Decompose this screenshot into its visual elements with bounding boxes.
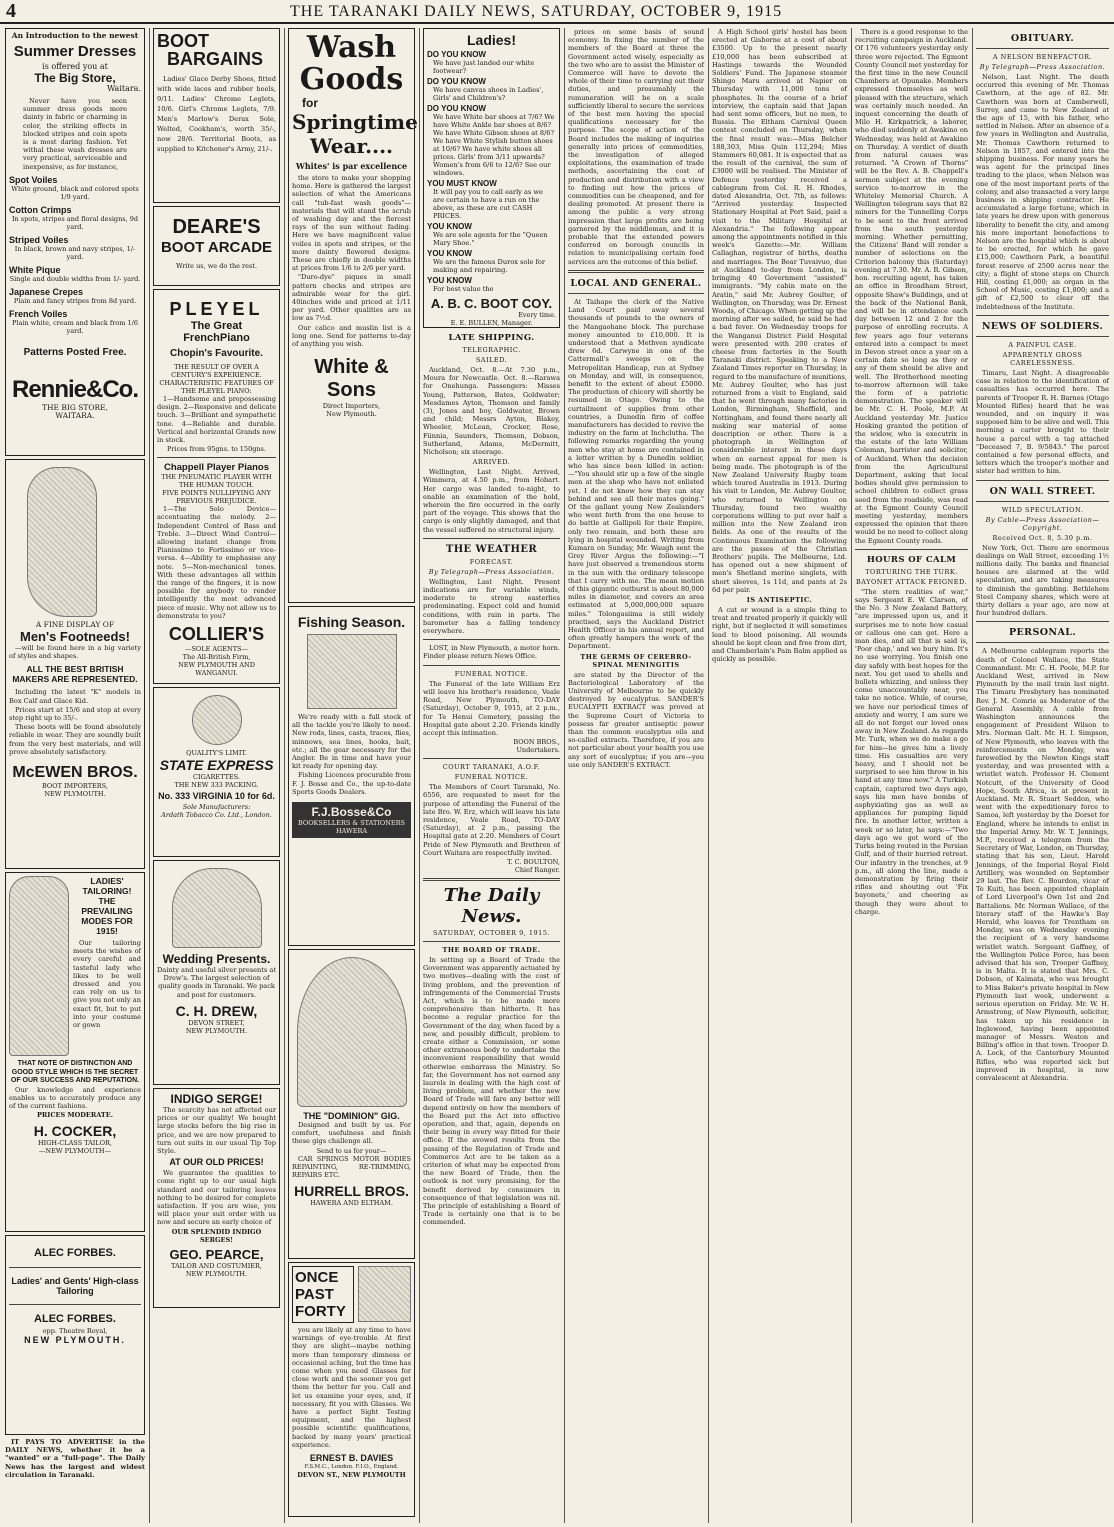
do-you-know-answer: We have just landed our white footwear?	[433, 59, 535, 75]
hurrell-sub: HAWERA AND ELTHAM.	[310, 1199, 393, 1208]
cocker-ad	[5, 872, 145, 1232]
undertaker-name: BOON BROS.,	[513, 738, 560, 747]
funeral-heading: FUNERAL NOTICE.	[454, 669, 529, 678]
footneeds-title: Men's Footneeds!	[20, 629, 130, 644]
received-sub: Received Oct. 8, 5.30 p.m.	[992, 533, 1093, 542]
deare-name: DEARE'S	[172, 216, 261, 238]
editorial-continued: prices on some basis of sound economy. In fixing the number of the members of the Board at three the Government acted wisely, especially as the two who are to assist the Minister of Commerce will have to devote the whole of their time to carrying out their duties, and presumably the remuneration will be on a scale sufficiently liberal to secure the services of the best men having the special qualifications necessary for the purpose. The scope of action of the Board includes the making of inquiries generally into prices of commodities, the investigation of alleged exploitations, the examination of trade methods, ascertaining the cost of production and distribution with a view to finding out how the prices of commodities can be cheapened, and for dealing promoted. At present there is among the public a very strong impression that large profits are being garnered by the middleman, and it is probable that the extended powers conferred on borough councils in relation to municipalising certain food services are the outcome of this belief.	[568, 28, 704, 266]
footneeds-guarantee: These boots will be found absolutely reliable in wear. They are soundly built from the very best materials, and will prove absolutely satisfactory.	[9, 723, 141, 756]
pearce-ad	[153, 1088, 280, 1308]
hurrell-name: HURRELL BROS.	[294, 1183, 409, 1200]
board-heading: THE BOARD OF TRADE.	[442, 945, 541, 954]
painful-sub: A PAINFUL CASE.	[1008, 340, 1077, 349]
chappell-five: FIVE POINTS NULLIFYING ANY PREVIOUS PREJUDICE.	[162, 489, 271, 506]
drew-street: DEVON STREET,	[188, 1018, 245, 1027]
dominion-gig: THE "DOMINION" GIG.	[303, 1111, 400, 1121]
do-you-know-answer: We are the famous Durox sole for making and repairing.	[433, 258, 546, 274]
fishing-licences: Fishing Licences procurable from F. J. Bosse and Co., the up-to-date Sports Goods Dealers.	[292, 771, 411, 796]
drew-ad	[153, 860, 280, 1085]
do-you-know-answer: We have White bar shoes at 7/6? We have White Ankle bar shoes at 8/6? We have White Gibson shoes at 8/6? We have White Stylish button shoes at 10/6? We have white shoes all prices. Girls' from 3/11 upwards? Women's from 6/6 to 12/6? See our windows.	[433, 113, 555, 177]
boulton-name: T. C. BOULTON,	[507, 857, 560, 866]
local-news-body-2: There is a good response to the recruiting campaign in Auckland. Of 176 volunteers yesterday only three were rejected. The Egmont County Council met yesterday for the first time in the new Council Chambers at Opunake. Members expressed themselves as well pleased with the structure, which was certainly much needed. An inquest concerning the death of Milo H. Kirkpatrick, a laborer, who died suddenly at Awakino on Wednesday, was held at Awakino on Thursday. A verdict of death from natural causes was returned. "A Crown of Thorns" will be the Rev. A. B. Chappell's sermon subject at the evening service to-morrow in the Whiteley Memorial Church. A Wellington telegram says that 82 miners for the Tunnelling Corps to be sent to the front arrived from the south yesterday morning. Whether permitting, the Citizens' Band will render a number of selections on the Criterion balcony this (Saturday) evening at 7.30. Mr. A. R. Gibson, hon. recruiting agent, has taken an office in Broadham Street, opposite Shaw's Buildings, and at the back of the National Bank, and will be in attendance each day between 12 and 2 for the purpose of enrolling recruits. A few years ago four veterans entered into a compact to meet in Devon street once a year on a certain date so long as they or any of them should be alive and well. The Brotherhood meeting to-morrow afternoon will take the form of a patriotic demonstration. The speaker will be Mr. C. H. Poole, M.P. At Auckland yesterday Mr. Justice Hosking granted the petition of the widow, who is executrix in the estate of the late William Coleman, barrister and solicitor, of Auckland. When the decision from the Agricultural Department, asking that local bodies should give permission to school children to collect grass seed from the roadside, was read at the Egmont County Council meeting yesterday, members expressed the opinion that there would be no need to collect along the Egmont County roads.	[855, 28, 968, 545]
state-express-ad	[153, 687, 280, 857]
column-2	[150, 28, 283, 1523]
column-8	[973, 28, 1112, 1523]
dress-item-desc: In spots, stripes and floral designs, 9d yard.	[11, 214, 139, 231]
calico-text: Our calico and muslin list is a long one. Send for patterns to-day of anything you wish.	[292, 323, 411, 349]
gig-send: Send to us for your—	[316, 1146, 387, 1155]
column-4	[420, 28, 563, 1523]
pearce-town: NEW PLYMOUTH.	[185, 1269, 248, 1278]
drew-name: C. H. DREW,	[175, 1002, 258, 1019]
alec-forbes-ad	[5, 1235, 145, 1435]
weather-heading: THE WEATHER	[445, 543, 538, 555]
forecast-sub: FORECAST.	[469, 557, 514, 566]
daily-news-title: The Daily News.	[443, 884, 540, 927]
dress-item-desc: In black, brown and navy stripes, 1/- yard.	[14, 244, 136, 261]
arrived-body: Wellington, Last Night. Arrived, Wimmera, at 4.50 p.m., from Hobart. Her cargo was landed to-night, to enable an examination of the hold, wherein the fire occurred in the early part of the voyage. This shows that the cargo is only slightly damaged, and that the vessel suffered no structural injury.	[423, 468, 560, 534]
alec-name: ALEC FORBES.	[34, 1247, 116, 1259]
white-sons-logo: White & Sons	[314, 356, 389, 402]
knowledge-text: Our knowledge and experience enables us to accurately produce any of the current fashions.	[9, 1085, 141, 1110]
dress-items	[9, 175, 141, 335]
silverware-illustration	[172, 868, 262, 948]
fishing-body: We're ready with a full stock of all the tackle you're likely to need. New rods, lines, casts, traces, flies, minnows, sea lines, hooks, bait, etc.; all the gear necessary for the Angler. Be in time and have your kit ready for opening day.	[292, 713, 411, 771]
obituary-body: Nelson, Last Night. The death occurred this evening of Mr. Thomas Cawthorn, at the age of 82. Mr. Cawthorn was born at Camberwell, Surrey, and came to New Zealand at the age of 15, with his father, who settled in Nelson. After an absence of a few years in Wellington and Australia, Mr. Thomas Cawthorn returned to Nelson in 1857, and entered into the shipping business. For many years he was agent for the principal lines trading to the place, when Nelson was one of the most important ports of the colony, and also transacted a very large business in shipping contractor. He accumulated a large fortune, which in late years he drew upon with generous liberality to benefit the city, and among his more important benefactions to Nelson are the hospital which is about to be erected, for which he gave £15,000; Cawthorn Park, a beautiful forest reserve of 2500 acres near the city; a flight of stone steps on Church Hill, costing £1,000; an organ in the School of Music, costing £1,800; and a gift of £2,500 to clear off the indebtedness of the Institute.	[976, 73, 1109, 311]
antiseptic-heading: IS ANTISEPTIC.	[746, 596, 813, 605]
advertise-notice: IT PAYS TO ADVERTISE in the DAILY NEWS, whether it be a "wanted" or a "full-page". The Daily News has the largest and widest circulation in Taranaki.	[5, 1438, 145, 1479]
wedding-body: Dainty and useful silver presents at Drew's. The largest selection of quality goods in Taranaki. We pack and post for customers.	[157, 966, 276, 999]
gig-illustration	[297, 957, 407, 1107]
germs-heading: THE GERMS OF CEREBRO-SPINAL MENINGITIS	[580, 652, 692, 669]
do-you-know-question: YOU MUST KNOW	[427, 179, 497, 188]
pearce-sub: TAILOR AND COSTUMIER,	[170, 1261, 262, 1270]
drew-town: NEW PLYMOUTH.	[185, 1026, 248, 1035]
mcewen-town: NEW PLYMOUTH.	[44, 790, 106, 799]
do-you-know-answer: For best value the	[433, 285, 494, 293]
ad-town: Waitara.	[107, 84, 141, 93]
do-you-know-answer: We have canvas shoes in Ladies', Girls' and Children's?	[433, 86, 544, 102]
dress-item-name: Japanese Crepes	[9, 286, 84, 297]
cocker-town: —NEW PLYMOUTH—	[38, 1147, 112, 1156]
careless-sub: APPARENTLY GROSS CARELESSNESS.	[1002, 350, 1083, 367]
bosse-sub: BOOKSELLERS & STATIONERS	[297, 819, 406, 828]
all-best-label: ALL THE BEST BRITISH MAKERS ARE REPRESENTED.	[12, 664, 138, 685]
late-shipping-heading: LATE SHIPPING.	[448, 333, 535, 343]
do-you-know-question: DO YOU KNOW	[427, 104, 486, 113]
chopin-favourite: Chopin's Favourite.	[170, 348, 263, 359]
prices-moderate: PRICES MODERATE.	[36, 1111, 113, 1120]
distinction-text: THAT NOTE OF DISTINCTION AND GOOD STYLE WHICH IS THE SECRET OF OUR SUCCESS AND REPUTATION.	[10, 1060, 140, 1084]
wall-street-heading: ON WALL STREET.	[989, 485, 1096, 497]
fishing-title: Fishing Season.	[297, 614, 406, 630]
abc-boot-name: A. B. C. BOOT COY.	[430, 296, 553, 311]
local-news-body: A High School girls' hostel has been erected at Gisborne at a cost of about £3500. Up to the present nearly £10,000 has been subscribed at Hastings towards the Wounded Soldiers' Fund. The Japanese steamer Shingo Maru arrived at Napier on Thursday with 11,000 tons of phosphates. In the course of a brief interview, the captain said that Japan had sent some officers, but no men, to Russia. The Eltham Carnival Queen contest concluded on Thursday, when the final result was:—Miss Belcher 188,303, Miss Quin 112,294; Miss Stammers 60,081. It is expected that as the result of the carnival, the sum of £3000 will be realised. The Minister of Defence yesterday received a cablegram from Col. R. H. Rhodes, dated Alexandria, Oct. 7th, as follows: "Arrived yesterday. Inspected Stationary Hospital at Port Said, paid a visit to the Military Hospital at Alexandria." The following appear among the appointments notified in this week's Gazette:—Mr. William Callaghan, registrar of births, deaths and marriages. The Bear Tuvaivuo, due at Auckland to-day from London, is bringing 40 Government "assisted" immigrants. "My cabin mate on the Aratin," said Mr. Aubrey Goulter, of Wellington, on Thursday, was Dr. Ernest Woods, of Chicago. When getting up the morning after we sailed, he said he had a bad fever. On Wednesday troops for the Wanganui District Field Hospital were presented with 200 crates of cheese from factories in the South Taranaki district. Speaking to a New Zealand Times reporter on Thursday, in regard to the manufacture of munitions, Mr. Aubrey Goulter, who has just returned from a visit to England, said that he went through many factories in London, Birmingham, Sheffield, and Nottingham, and found there nearly all making war material of some description or other. There is a photograph in Wellington of considerable interest in these days when an earnest appeal for men is being made. The photograph is of the New Zealand University Rugby team which toured Australia in 1913. During his visit to London, Mr. Aubrey Goulter, who returned to Wellington on Thursday, found two wealthy corporations willing to put over half a million into the New Zealand iron fields. As one of the results of the Continuous Examination the following are the passes of the Christian Brothers' pupils. The Melbourne, Ltd. has opened out a new shipment of men's Shetland merino singlets, with short sleeves, 1s 11d, and pants at 2s 6d per pair.	[712, 28, 847, 594]
boot-bargain-items: Ladies' Glace Derby Shoes, fitted with wide laces and rubber heels, 9/11. Ladies' Chrome Leglets, 10/6. Girl's Chrome Leglets, 7/9. Men's Marlow's Derax Sole, Welted, Cookham's, worth 35/-, now 28/6. Territorial Boots, as supplied to Kitchener's Army, 21/-.	[157, 75, 276, 153]
bosse-name: F.J.Bosse&Co	[311, 805, 392, 820]
indigo-title: INDIGO SERGE!	[170, 1092, 263, 1106]
eye-illustration	[358, 1266, 411, 1322]
chappell-sub: THE PNEUMATIC PLAYER WITH THE HUMAN TOUCH.	[161, 473, 272, 490]
lost-notice: LOST, in New Plymouth, a motor horn. Finder please return News Office.	[423, 644, 560, 661]
dress-item-desc: White ground, black and colored spots 1/9 yard.	[11, 184, 139, 201]
obit-press: By Telegraph—Press Association.	[979, 63, 1106, 71]
bosse-banner	[292, 802, 411, 838]
weather-body: Wellington, Last Night. Present indications are for variable winds, moderate to strong easterlies predominating. Expect cold and humid conditions, with rain in parts. The barometer has a falling tendency everywhere.	[423, 577, 560, 636]
deare-ad	[153, 206, 280, 286]
deare-tagline: Write us, we do the rest.	[175, 262, 258, 270]
column-3	[285, 28, 418, 1523]
court-body: The Members of Court Taranaki, No. 6556, are requested to meet for the purpose of attending the Funeral of the late Bro. W. Erz, which will leave his late residence, Veale Road, TO-DAY (Saturday), at 2 p.m., passing the Hospital gate at 2.20. Members of Court Pride of New Plymouth and Brethren of Court Waitara are respectfully invited.	[423, 783, 560, 857]
abc-boot-ad	[423, 28, 560, 328]
cocker-name: H. COCKER,	[33, 1123, 117, 1140]
davies-street: DEVON ST., NEW PLYMOUTH	[297, 1471, 406, 1480]
whites-excellence: Whites' is par excellence	[295, 161, 408, 171]
do-you-know-question: YOU KNOW	[427, 276, 472, 285]
cocker-sub: HIGH-CLASS TAILOR,	[38, 1139, 112, 1148]
wedding-title: Wedding Presents.	[162, 952, 271, 966]
newspaper-title: THE TARANAKI DAILY NEWS, SATURDAY, OCTOBER 9, 1915	[290, 3, 783, 20]
chappell-title: Chappell Player Pianos	[163, 462, 270, 474]
sailed-body: Auckland, Oct. 8.—At 7.30 p.m., Moura for Newcastle. Oct. 8.—Rarawa for Onehunga. Passengers: Misses Young, Patterson, Bates, Goldwater; Mesdames Ayton, Thomson and family (3), Jones and boy, Goldwater, Brown and child; Messrs Ayton, Blakey, Wheeler, McLean, Crocker, Rose, Fiinnia, Saunders, Thomson, Dobson, Sutherland, Adams, McDermitt, Nicholson; six steerage.	[423, 366, 560, 457]
press-association: By Telegraph—Press Association.	[428, 567, 555, 576]
cigarettes-label: CIGARETTES.	[193, 773, 240, 781]
angler-illustration	[307, 634, 397, 709]
do-you-know-answer: It will pay you to call early as we are certain to have a run on the above, as these are cut CASH PRICES.	[433, 188, 543, 220]
torturing-sub: TORTURING THE TURK.	[865, 567, 958, 576]
do-you-know-question: DO YOU KNOW	[427, 50, 486, 59]
alec-town: NEW PLYMOUTH.	[24, 1335, 126, 1345]
ad-headline: Summer Dresses	[13, 43, 137, 60]
hours-calm-body: "The stern realities of war," says Sergeant E. W. Clarson, of the No. 3 New Zealand Battery, "are impressed upon us, and it surprises me to note how casual or callous one can get. Here a man dies, and all that is said is, 'Poor chap,' and we bury him. It's no use worrying. You finish one day safely with best hopes for the next. You get used to shells and bullets whizzing, and unless they come unaccountably near, you take no notice. While, of course, we have our periodical times of anxiety and worry, I am sure we all do not forget our loved ones away in New Zealand. As regards Mr. Turk, when we do make a go for him—he gives him a lively time. His casualties are very heavy, and I should not be surprised to see him throw in his hand at any time now." A Turkish captain, captured two days ago, says his men have bombs of asphyxiating gas as well as appliances for pumping liquid fire. In another letter, written a week or so later, he says:—"Two days ago we got word of the Turks being routed in the Persian Gulf, and of their hurried retreat. Our infantry in the trenches, at 9 p.m., all along the line, made a demonstration by firing their rifles and shouting out 'Fix bayonets,' and cheering as though they were about to charge.	[855, 587, 968, 916]
funeral-body: The Funeral of the late William Erz will leave his brother's residence, Veale Road, New Plymouth, TO-DAY (Saturday), October 9, 1915, at 2 p.m., for Te Henui Cemetery, passing the Hospital gate about 2.20. Friends kindly accept this intimation.	[423, 679, 560, 737]
bosse-ad	[288, 606, 415, 946]
pleyel-prices: Prices from 95gns. to 150gns.	[167, 445, 266, 454]
colliers-sub: —SOLE AGENTS—	[184, 645, 249, 654]
do-you-know-answer: We are sole agents for the "Queen Mary Shoe."	[433, 231, 548, 247]
for-word: for	[302, 96, 318, 110]
bosse-town: HAWERA	[335, 827, 368, 836]
dress-item-name: Striped Voiles	[9, 234, 69, 245]
davies-sub: F.S.M.C., London. F.I.O., England.	[304, 1464, 399, 1471]
nelson-sub: A NELSON BENEFACTOR.	[992, 53, 1093, 61]
local-general-heading: LOCAL AND GENERAL.	[570, 277, 702, 289]
hours-calm-heading: HOURS OF CALM	[866, 554, 957, 565]
chief-ranger: Chief Ranger.	[514, 865, 560, 874]
board-body: In setting up a Board of Trade the Government was apparently actuated by two motives—dealing with the cost of living problem, and the prevention of infringements of the Commercial Trusts Act, which is to be made more comprehensive than hitherto. It has become a regular practice for the Government of the day, when faced by a new, and possibly difficult, problem to create either a Commission, or some other extraneous body to undertake the inconvenient responsibility that would otherwise embarrass the Ministry. So far, the Government has not earned any laurels in dealing with the high cost of living problem, and whether the new Board of Trade will fare any better will depend entirely on how the members of the Board put the Act into effective operation, and that, again, depends on their being in every way fitted for their office. If the avowed results from the passing of the Regulation of Trade and Commerce Act are to be taken as a criterion of what may be expected from the new Board of Trade, then the outlook is not very promising, for the benefit derived by consumers in consequence of that legislation was nil. The principle of establishing a Board of Trade is certainly one that is to be commended.	[423, 955, 560, 1227]
pleyel-name: PLEYEL	[169, 299, 264, 319]
ad-store: The Big Store,	[34, 71, 116, 85]
sailed-sub: SAILED.	[475, 356, 508, 364]
pearce-name: GEO. PEARCE,	[169, 1246, 264, 1262]
colliers-name: COLLIER'S	[168, 624, 265, 645]
mcewen-sub: BOOT IMPORTERS,	[42, 782, 108, 791]
column-1	[2, 28, 148, 1523]
personal-heading: PERSONAL.	[1008, 627, 1077, 639]
antiseptic-body: A cut or wound is a simple thing to treat and treated properly it quickly will right, but if neglected it will sometimes lead to blood poisoning. All wounds should be kept clean and free from dirt, and Chamberlain's Pain Balm applied as quickly as possible.	[712, 606, 847, 664]
white-sons-ad	[288, 28, 418, 603]
masthead	[0, 0, 1114, 24]
footneeds-price: Prices start at 15/6 and stop at every step right up to 35/-.	[9, 705, 141, 723]
do-you-know-question: YOU KNOW	[427, 222, 472, 231]
state-express-name: STATE EXPRESS	[159, 757, 274, 773]
dress-item-desc: Single and double widths from 1/- yard.	[9, 274, 141, 283]
wash-goods-title: Wash Goods	[299, 30, 404, 97]
court-heading: COURT TARANAKI, A.O.F.	[442, 763, 541, 772]
indigo-body: The scarcity has not affected our prices or our quality! We bought large stocks before the big rise in price, and we are now prepared to turn out suits in our usual Tip Top Style.	[157, 1106, 276, 1156]
ad-offer: is offered you at	[42, 62, 108, 71]
pleyel-result: THE RESULT OF OVER A CENTURY'S EXPERIENCE. CHARACTERISTIC FEATURES OF THE PLEYEL PIANO:	[159, 363, 274, 395]
pleyel-ad	[153, 289, 280, 684]
abc-manager: E. E. BULLEN, Manager.	[450, 319, 533, 327]
dress-item-name: White Pique	[9, 264, 61, 275]
ad-intro: An Introduction to the newest	[11, 31, 139, 40]
mcewen-ad	[5, 459, 145, 869]
obituary-heading: OBITUARY.	[1010, 33, 1075, 44]
whites-body: the store to make your shopping home. Here is gathered the largest selection of what the Americans call "tub-fast wash goods"—materials that will stand the scrub of washing day and the fiercest rays of the sun without fading. Here we have magnificent value voiles in spots and stripes, or the more dainty flowered designs. These are chiefly in double widths at prices from 1/6 to 2/6 per yard.	[292, 174, 411, 273]
ardath-name: Ardath Tobacco Co. Ltd., London.	[161, 811, 272, 819]
footneeds-body: —will be found here in a big variety of styles and shapes.	[9, 644, 141, 661]
makers-label: Sole Manufacturers:	[182, 803, 251, 811]
davies-ad	[288, 1262, 415, 1517]
alec-name-2: ALEC FORBES.	[34, 1313, 116, 1325]
dress-item-name: Spot Voiles	[9, 174, 58, 185]
big-store-ad	[5, 28, 145, 456]
hurrell-ad	[288, 949, 415, 1259]
arrived-sub: ARRIVED.	[472, 458, 511, 467]
ladies-body: Our tailoring meets the wishes of every careful and tasteful lady who likes to be well dressed and you can rely on us to give you not only an exact fit, but to put into your costume or gown	[73, 939, 141, 1030]
new-packing: THE NEW 333 PACKING.	[174, 781, 259, 789]
mcewen-name: McEWEN BROS.	[12, 764, 138, 782]
dress-item-name: Cotton Crimps	[9, 204, 72, 215]
forty-body: you are likely at any time to have warnings of eye-trouble. At first they are slight—maybe nothing more than temporary dimness or occasional aching, but the time has come when you need Glasses for close work and the sooner you get them the better for you. Call and let us examine your eyes, and, if necessary, fit you with Glasses. We have a perfect Sight Testing equipment, and the highest possible scientific qualifications, backed by many years' practical experience.	[292, 1326, 411, 1449]
chappell-body: 1—The Solo Device—accentuating the melody. 2—Independent Control of Bass and Treble. 3—Direct Wind Control—allowing instant change from Pianissimo to Fortissimo or vice-versa. 4—Ability to emphasise any note. 5—Non-mechanical tones. With these advantages all within the range of the fingers, it is now possible for anybody to render intelligently the most advanced piece of music. Why not allow us to demonstrate to you?	[157, 505, 276, 620]
white-town: New Plymouth.	[326, 410, 377, 419]
editorial-date: SATURDAY, OCTOBER 9, 1915.	[432, 928, 551, 937]
boot-bargains-ad	[153, 28, 280, 203]
lady-illustration	[9, 876, 69, 1056]
pleyel-features: 1—Handsome and prepossessing design. 2—Responsive and delicate touch. 3—Brilliant and sympathetic tone. 4—Reliable and durable. Vertical and horizontal Grands now in stock.	[157, 395, 276, 445]
rennie-sub: THE BIG STORE,	[41, 402, 109, 412]
davies-name: ERNEST B. DAVIES	[309, 1453, 394, 1464]
white-sub: Direct Importers,	[322, 402, 381, 411]
springtime-title: Springtime Wear....	[292, 110, 418, 158]
quality-limit: QUALITY'S LIMIT.	[186, 749, 247, 757]
no333-price: No. 333 VIRGINIA 10 for 6d.	[158, 791, 275, 801]
colliers-town: NEW PLYMOUTH AND WANGANUI.	[178, 661, 255, 678]
wall-street-body: New York, Oct. There are enormous dealings on Wall Street, exceeding 1½ millions daily. The banks and financial houses are alarmed at the wild speculation, and are taking measures to diminish the gambling. Bethlehem Steel Company shares, which were at thirty dollars a year ago, are now at four hundred dollars.	[976, 543, 1109, 618]
cable-sub: By Cable—Press Association—Copyright.	[985, 515, 1100, 532]
alec-tailoring: Ladies' and Gents' High-class Tailoring	[11, 1276, 139, 1296]
soldiers-body: Timaru, Last Night. A disagreeable case in relation to the identification of casualties has occurred here. The parents of Trooper R. H. Barnes (Otago Mounted Rifles) heard that he was wounded, and on inquiry it was supposed him to be alive and well. This morning a carter brought to their house a parcel with a tag attached "Deceased 7, B. 9/5843." The parcel contained a few personal effects, and letters which the trooper's mother and sister had written to him.	[976, 368, 1109, 476]
alec-address: opp. Theatre Royal,	[42, 1327, 108, 1335]
gig-body: Designed and built by us. For comfort, usefulness and finish these gigs challenge all.	[292, 1121, 411, 1146]
dress-item-desc: Plain and fancy stripes from 8d yard.	[13, 296, 137, 305]
wild-sub: WILD SPECULATION.	[1001, 505, 1084, 514]
soldiers-heading: NEWS OF SOLDIERS.	[981, 320, 1104, 332]
telegraphic-sub: TELEGRAPHIC.	[462, 346, 521, 354]
bargains-word: BARGAINS	[167, 49, 264, 69]
undertakers-label: Undertakers.	[516, 746, 560, 755]
duro-dye: "Duro-dye" piques in small pattern checks and stripes are admirable wear for the girl. 40inches wide and priced at 1/11 per yard. Other qualities are as low as 7½d.	[292, 273, 411, 323]
abc-every: Every time.	[518, 311, 556, 319]
dress-item-name: French Voiles	[9, 308, 68, 319]
column-7	[852, 28, 971, 1523]
splendid-serges: OUR SPLENDID INDIGO SERGES!	[171, 1227, 262, 1244]
deare-arcade: BOOT ARCADE	[160, 239, 273, 256]
display-label: A FINE DISPLAY OF	[35, 620, 115, 629]
bayonet-sub: BAYONET ATTACK FEIGNED.	[855, 577, 968, 586]
germs-body: are stated by the Director of the Bacteriological Laboratory of the University of Melbourne to be quickly destroyed by eucalyptus. SANDER'S EUCALYPTI EXTRACT was proved at the Supreme Court of Victoria to possess far greater antiseptic power than the common eucalyptus oils and so-called extracts. Therefore, if you are not particular about your health you use any sort of eucalyptus; if you are—you use only SANDER'S EXTRACT.	[568, 670, 704, 769]
old-body: We guarantee the qualities to come right up to our usual high standard and our tailoring leaves nothing to be desired for complete satisfaction. If you are wise, you will place your suit order with us now and secure an early choice of	[157, 1169, 276, 1227]
once-past-forty: ONCE PAST FORTY	[292, 1266, 354, 1323]
pleyel-subtitle: The Great FrenchPiano	[183, 320, 250, 344]
colliers-firm: The All-British Firm,	[182, 653, 251, 662]
page-number: 4	[6, 0, 16, 22]
rennie-town: WAITARA.	[55, 410, 95, 420]
boot-word: BOOT	[157, 31, 209, 51]
footneeds-incl: Including the latest "K" models in Box Calf and Glace Kid.	[9, 688, 141, 705]
state-express-seal	[192, 695, 242, 745]
gig-list: CAR SPRINGS MOTOR BODIES REPAINTING, RE-TRIMMING, REPAIRS ETC.	[292, 1154, 411, 1180]
dress-item-desc: Plain white, cream and black from 1/6 yard.	[12, 318, 138, 335]
do-you-know-question: DO YOU KNOW	[427, 77, 486, 86]
funeral-heading-2: FUNERAL NOTICE.	[454, 773, 529, 782]
column-6	[709, 28, 850, 1523]
ladies-tailoring-title: LADIES' TAILORING! THE PREVAILING MODES FOR 1915!	[81, 876, 133, 936]
ad-body: Never have you seen summer dress goods more dainty in fabric or charming in color, the striking effects in blocked stripes and coin spots is a most daring fashion. Yet withal these wash dresses are very practical, serviceable and inexpensive, as for instance,	[23, 97, 127, 171]
do-you-know-list	[427, 50, 556, 293]
personal-body: A Melbourne cablegram reports the death of Colonel Wallace, the State Commandant. Mr. C. H. Poole, M.P. for Auckland West, arrived in New Plymouth by the mail train last night. The Timaru Presbytery has nominated Rev. J. M. Comrie as Moderator of the General Assembly. A cable from Washington announces the engagement of President Wilson to Mrs. Norman Galt. Mr. H. I. Simpson, of New Plymouth, who leaves with the reinforcements on Monday, was farewelled by the Newton Kings staff yesterday, and was presented with a wristlet watch. Professor H. Clement Notcutt, of the University of Good Hope, South Africa, is at present in Auckland. Mr. R. Stuart Seddon, who went with the expeditionary force to Samoa, left yesterday by the Dorset for England, where he intends to enlist in the Imperial Army. Mr. W. T. Jennings, M.P., received a telegram from the Secretary of War, London, on Thursday, stating that his son, Lieut. Harold Jennings, of the Imperial Royal Field Artillery, was wounded on September 29 last. The Rev. C. Bourdon, vicar of Te Kuiti, has been appointed chaplain of Lord Liverpool's Own 1st and 2nd Battalions. Mr. Norman Wallace, of the literary staff of the Hawke's Bay Herald, who leaves for Trentham on Monday, was on Wednesday evening the recipient of a very handsome wristlet watch. Sergeant Gaffney, of the Wellington Police Force, has been advised that his son, Trooper Gaffney, is in Malta. It is stated that Mrs. C. Dobson, of Kaimata, who was brought to Miss Baker's private hospital in New Plymouth last week, underwent a serious operation on Friday. Mr. W. H. Armstrong, of New Plymouth, solicitor, has taken up his residence in Inglewood, having been appointed manager of Messrs. Weston and Billing's office in that town. Trooper D. A. Lock, of the Canterbury Mounted Rifles, who was reported sick but improved in hospital, is now convalescent at Alexandria.	[976, 647, 1109, 1082]
do-you-know-question: YOU KNOW	[427, 249, 472, 258]
column-5	[565, 28, 707, 1523]
rennie-logo: Rennie&Co.	[11, 375, 138, 403]
boot-illustration	[27, 467, 97, 617]
old-prices: AT OUR OLD PRICES!	[169, 1157, 264, 1168]
local-general-body: At Taihape the clerk of the Native Land Court paid away several thousands of pounds to the owners of the Mangaohane block. The purchase money amounted to £10,000. It is understood that a Methven syndicate drew 6d. Carwyne in one of the Cattermall's sweeps on the Metropolitan Handicap, run at Sydney on Monday, and will, in consequence, benefit to the extent of about £5000. The production of chicory will shortly be resumed in Otago. Owing to the curtailment of supplies from other countries, a Dunedin firm of coffee manufacturers has decided to revive the industry on the farm at Inchclutha. The following remarks regarding the young men who stay at home are contained in a letter written by a Dunedin soldier, who has since been killed in action:—"You should stir up a few of the single men at the shop who have not enlisted yet. I do not know how they can stay behind and see all their mates going." Of the gallant young New Zealanders who went forth from the one house to do battle at Gallipoli for their Empire, only two remain, and both these are lying in hospital wounded. Writing from Kumara on Sunday, Mr. Waugh sent the Grey River Argus the following:—"I have just observed a tremendous storm in the sun with the ordinary telescope that I carry with me. The mean motion of this gigantic outburst is about 80,000 miles in diameter, and covers an area estimated at 5,000,000,000 square miles." Tolongasiima is still widely practised, says the Auckland District Health Officer in his annual report, and often greatly hampers the work of the Department.	[568, 297, 704, 651]
patterns-posted: Patterns Posted Free.	[23, 346, 127, 358]
ladies-title: Ladies!	[466, 32, 516, 48]
